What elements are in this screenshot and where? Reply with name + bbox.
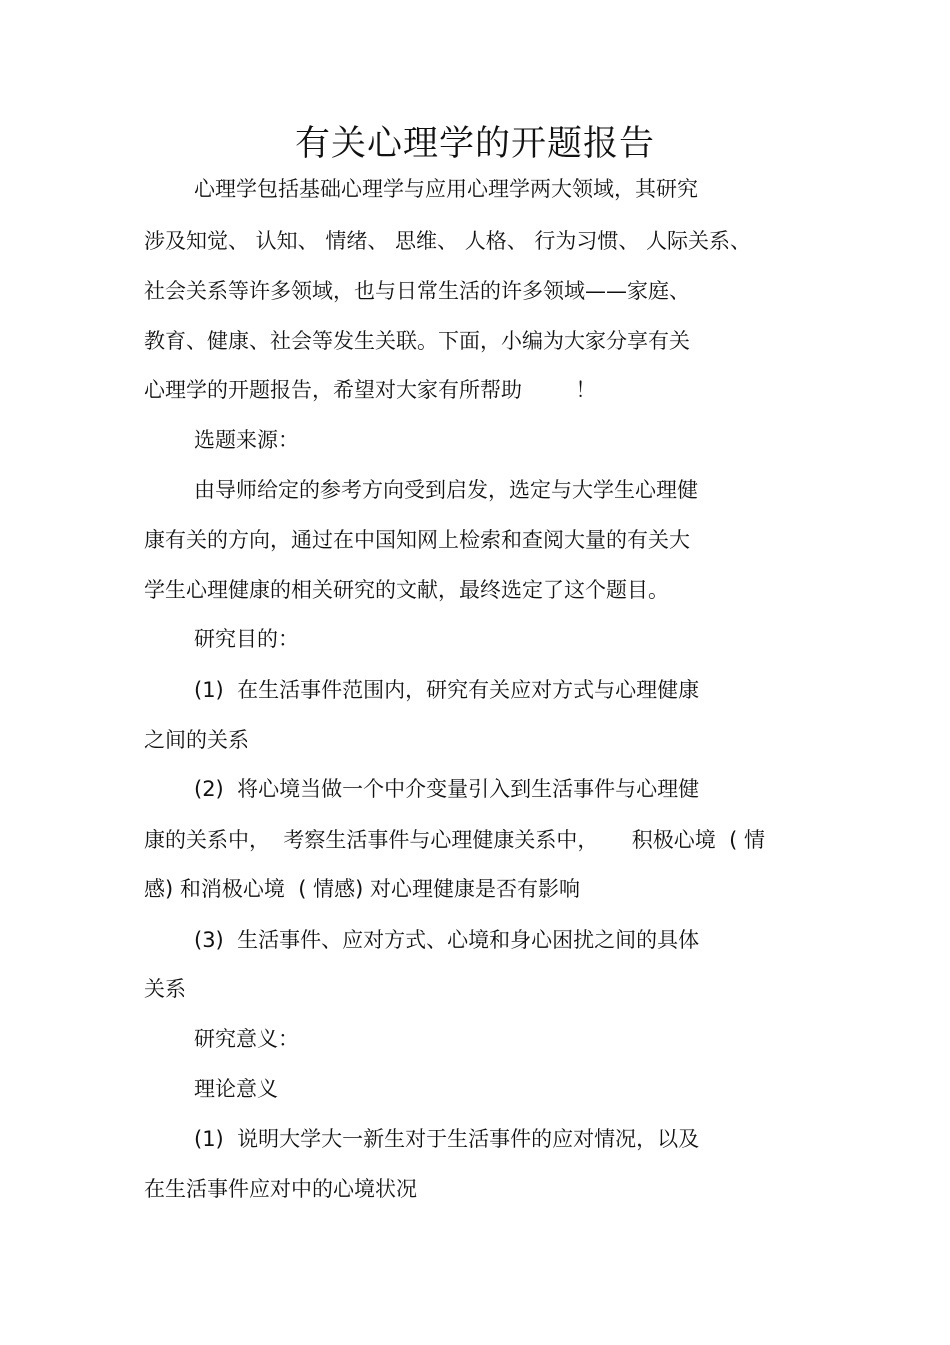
sub-heading: 理论意义: [194, 1077, 278, 1101]
text-line: 社会关系等许多领域，也与日常生活的许多领域——家庭、: [144, 279, 690, 303]
section-heading: 选题来源：: [194, 428, 299, 452]
document-title: 有关心理学的开题报告: [294, 124, 655, 164]
text-line: 心理学的开题报告，希望对大家有所帮助 ！: [144, 378, 597, 402]
list-item: (1) 在生活事件范围内，研究有关应对方式与心理健康: [194, 678, 700, 702]
section-heading: 研究意义：: [194, 1027, 299, 1051]
text-line: 涉及知觉、 认知、 情绪、 思维、 人格、 行为习惯、 人际关系、: [144, 229, 752, 253]
text-line: 感) 和消极心境 ( 情感) 对心理健康是否有影响: [144, 877, 580, 901]
text-line: 在生活事件应对中的心境状况: [144, 1177, 417, 1201]
list-item: (1) 说明大学大一新生对于生活事件的应对情况，以及: [194, 1127, 700, 1151]
text-line: 之间的关系: [144, 728, 249, 752]
text-line: 关系: [144, 977, 186, 1001]
text-line: 由导师给定的参考方向受到启发，选定与大学生心理健: [194, 478, 698, 502]
text-line: 学生心理健康的相关研究的文献，最终选定了这个题目。: [144, 578, 669, 602]
list-item: (3) 生活事件、应对方式、心境和身心困扰之间的具体: [194, 928, 700, 952]
list-item: (2) 将心境当做一个中介变量引入到生活事件与心理健: [194, 777, 700, 801]
text-line: 康的关系中， 考察生活事件与心理健康关系中， 积极心境 ( 情: [144, 828, 765, 852]
text-line: 心理学包括基础心理学与应用心理学两大领域，其研究: [194, 177, 698, 201]
text-line: 康有关的方向，通过在中国知网上检索和查阅大量的有关大: [144, 528, 690, 552]
section-heading: 研究目的：: [194, 627, 299, 651]
text-line: 教育、健康、社会等发生关联。下面，小编为大家分享有关: [144, 329, 690, 353]
